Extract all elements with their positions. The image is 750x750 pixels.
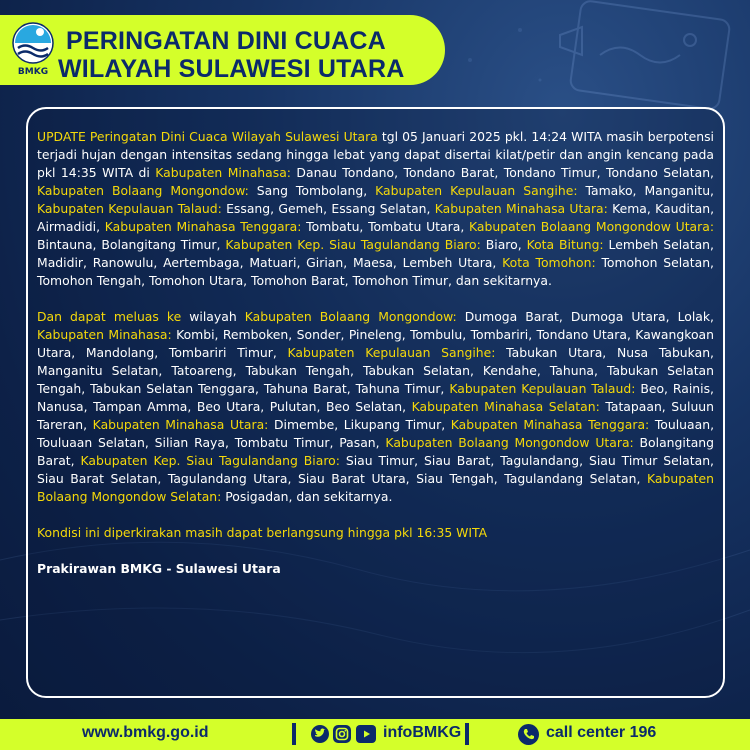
body-text: Sang Tombolang, — [248, 183, 376, 198]
region-label: Kabupaten Bolaang Mongondow Utara: — [385, 435, 634, 450]
body-text: Tatapaan, Suluun Tareran, — [37, 399, 715, 432]
body-text: Bintauna, Bolangitang Timur, — [37, 237, 226, 252]
body-text: Beo, Rainis, Nanusa, Tampan Amma, Beo Utara, Pulutan, Beo Selatan, — [37, 381, 714, 414]
body-text: Dumoga Barat, Dumoga Utara, Lolak, — [456, 309, 714, 324]
body-text: Essang, Gemeh, Essang Selatan, — [221, 201, 435, 216]
highlight-text: Dan dapat meluas ke — [37, 309, 182, 324]
region-label: Kabupaten Bolaang Mongondow: — [244, 309, 457, 324]
body-text: Dimembe, Likupang Timur, — [268, 417, 451, 432]
body-text: Biaro, — [480, 237, 527, 252]
region-label: Kabupaten Bolaang Mongondow Selatan: — [37, 471, 714, 504]
warning-paragraph-2 — [37, 308, 714, 506]
region-label: Kabupaten Minahasa Tenggara: — [104, 219, 302, 234]
region-label: Kabupaten Kepulauan Talaud: — [37, 201, 222, 216]
body-text: tgl 05 Januari 2025 pkl. 14:24 WITA masih berpotensi terjadi hujan dengan intensitas sedang hingga lebat yang dapat disertai kilat/petir dan angin kencang pada pkl 14:35 WITA di — [37, 129, 714, 180]
footer-separator — [465, 723, 469, 745]
twitter-icon[interactable] — [311, 725, 329, 743]
footer-separator — [292, 723, 296, 745]
warning-content — [37, 128, 714, 596]
region-label: Kabupaten Minahasa Utara: — [434, 201, 608, 216]
social-handle[interactable]: infoBMKG — [383, 724, 462, 741]
page-title-line1: PERINGATAN DINI CUACA — [66, 27, 386, 55]
region-label: Kabupaten Minahasa Utara: — [92, 417, 269, 432]
body-text: Lembeh Selatan, Madidir, Ranowulu, Aertembaga, Matuari, Girian, Maesa, Lembeh Utara, — [37, 237, 714, 270]
condition-note: Kondisi ini diperkirakan masih dapat berlangsung hingga pkl 16:35 WITA — [37, 525, 488, 540]
body-text: Posigadan, dan sekitarnya. — [221, 489, 393, 504]
region-label: Kabupaten Kep. Siau Tagulandang Biaro: — [225, 237, 481, 252]
region-label: Kabupaten Kepulauan Sangihe: — [287, 345, 496, 360]
body-text: Danau Tondano, Tondano Barat, Tondano Timur, Tondano Selatan, — [290, 165, 714, 180]
body-text: Bolangitang Barat, — [37, 435, 715, 468]
region-label: Kabupaten Bolaang Mongondow: — [37, 183, 249, 198]
body-text: wilayah — [181, 309, 245, 324]
region-label: Kabupaten Kep. Siau Tagulandang Biaro: — [80, 453, 340, 468]
body-text: Tomohon Selatan, Tomohon Tengah, Tomohon Utara, Tomohon Barat, Tomohon Timur, dan sekitarnya. — [37, 255, 714, 288]
warning-paragraph-1 — [37, 128, 714, 290]
instagram-icon[interactable] — [333, 725, 351, 743]
page-title-line2: WILAYAH SULAWESI UTARA — [58, 55, 405, 83]
body-text: Kema, Kauditan, Airmadidi, — [37, 201, 715, 234]
forecaster-signature: Prakirawan BMKG - Sulawesi Utara — [37, 561, 281, 576]
website-link[interactable]: www.bmkg.go.id — [82, 724, 209, 741]
footer-bar — [0, 719, 750, 750]
region-label: Kabupaten Kepulauan Sangihe: — [375, 183, 578, 198]
region-label: Kabupaten Minahasa: — [37, 327, 172, 342]
highlight-text: UPDATE Peringatan Dini Cuaca Wilayah Sulawesi Utara — [37, 129, 378, 144]
region-label: Kabupaten Bolaang Mongondow Utara: — [469, 219, 715, 234]
body-text: Tamako, Manganitu, — [577, 183, 714, 198]
body-text: Kombi, Remboken, Sonder, Pineleng, Tombulu, Tombariri, Tondano Utara, Kawangkoan Utara, Mandolang, Tombariri Timur, — [37, 327, 715, 360]
region-label: Kota Bitung: — [526, 237, 604, 252]
region-label: Kabupaten Minahasa: — [155, 165, 291, 180]
body-text: Touluaan, Touluaan Selatan, Silian Raya, Tombatu Timur, Pasan, — [37, 417, 715, 450]
region-label: Kota Tomohon: — [502, 255, 596, 270]
logo-text: BMKG — [17, 67, 49, 77]
header-banner — [0, 15, 445, 85]
region-label: Kabupaten Kepulauan Talaud: — [449, 381, 636, 396]
call-center[interactable]: call center 196 — [546, 724, 657, 741]
region-label: Kabupaten Minahasa Tenggara: — [450, 417, 650, 432]
phone-icon[interactable] — [518, 724, 539, 745]
body-text: Tombatu, Tombatu Utara, — [301, 219, 469, 234]
region-label: Kabupaten Minahasa Selatan: — [411, 399, 600, 414]
body-text: Tabukan Utara, Nusa Tabukan, Manganitu Selatan, Tatoareng, Tabukan Tengah, Tabukan Selatan, Kendahe, Tahuna, Tabukan Selatan Tengah, Tabukan Selatan Tenggara, Tahuna Barat, Tahuna Timur, — [37, 345, 714, 396]
body-text: Siau Timur, Siau Barat, Tagulandang, Siau Timur Selatan, Siau Barat Selatan, Tagulandang Utara, Siau Barat Utara, Siau Tengah, Tagulandang Selatan, — [37, 453, 714, 486]
youtube-icon[interactable] — [356, 725, 376, 743]
